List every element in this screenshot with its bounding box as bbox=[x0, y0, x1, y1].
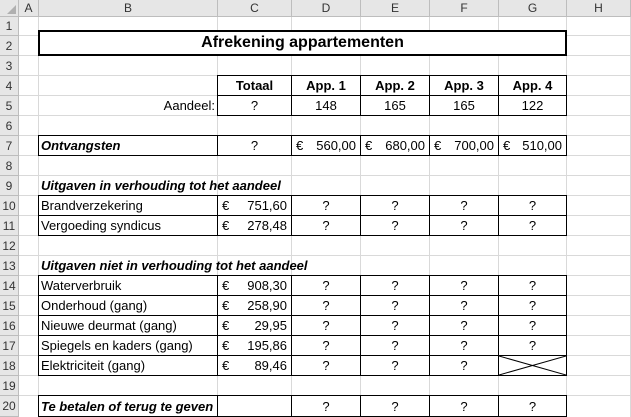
column-header-f[interactable]: F bbox=[430, 0, 499, 17]
row-header-5[interactable]: 5 bbox=[0, 96, 19, 116]
column-header-d[interactable]: D bbox=[292, 0, 361, 17]
row-header-17[interactable]: 17 bbox=[0, 336, 19, 356]
section2-item-app2[interactable]: ? bbox=[391, 338, 399, 353]
section2-item-app1[interactable]: ? bbox=[322, 318, 330, 333]
aandeel-app3[interactable]: 165 bbox=[453, 98, 475, 113]
section2-item-amount[interactable]: 908,30 bbox=[247, 278, 287, 293]
section1-item-app4[interactable]: ? bbox=[528, 198, 537, 213]
header-app3[interactable]: App. 3 bbox=[444, 78, 484, 93]
header-totaal[interactable]: Totaal bbox=[235, 78, 274, 93]
ontvangsten-app2-currency: € bbox=[365, 138, 373, 153]
total-label[interactable]: Te betalen of terug te geven bbox=[41, 399, 214, 414]
column-header-h[interactable]: H bbox=[567, 0, 631, 17]
section2-item-app3[interactable]: ? bbox=[460, 298, 468, 313]
column-header-a[interactable]: A bbox=[19, 0, 39, 17]
sheet-title[interactable]: Afrekening appartementen bbox=[201, 34, 404, 51]
section2-item-app2[interactable]: ? bbox=[391, 358, 399, 373]
section2-item-app2[interactable]: ? bbox=[391, 298, 399, 313]
aandeel-app4[interactable]: 122 bbox=[521, 98, 544, 113]
section1-item-amount[interactable]: 751,60 bbox=[247, 198, 287, 213]
ontvangsten-app1-currency: € bbox=[296, 138, 304, 153]
section2-item-amount[interactable]: 258,90 bbox=[247, 298, 287, 313]
section2-item-label[interactable]: Waterverbruik bbox=[41, 278, 122, 293]
total-app2[interactable]: ? bbox=[391, 399, 399, 414]
section2-item-currency: € bbox=[222, 338, 230, 353]
row-header-20[interactable]: 20 bbox=[0, 396, 19, 417]
section2-item-label[interactable]: Spiegels en kaders (gang) bbox=[41, 338, 193, 353]
header-app4[interactable]: App. 4 bbox=[512, 78, 553, 93]
row-header-1[interactable]: 1 bbox=[0, 17, 19, 36]
section2-item-app4[interactable]: ? bbox=[528, 318, 537, 333]
column-header-g[interactable]: G bbox=[499, 0, 567, 17]
section1-item-currency: € bbox=[222, 218, 230, 233]
ontvangsten-app4-currency: € bbox=[503, 138, 511, 153]
section2-item-label[interactable]: Onderhoud (gang) bbox=[41, 298, 148, 313]
section1-item-app4[interactable]: ? bbox=[528, 218, 537, 233]
section1-item-app3[interactable]: ? bbox=[460, 218, 468, 233]
section2-item-amount[interactable]: 29,95 bbox=[254, 318, 287, 333]
section2-item-currency: € bbox=[222, 318, 230, 333]
row-header-7[interactable]: 7 bbox=[0, 136, 19, 156]
section2-item-label[interactable]: Elektriciteit (gang) bbox=[41, 358, 146, 373]
row-header-11[interactable]: 11 bbox=[0, 216, 19, 236]
section2-item-app1[interactable]: ? bbox=[322, 298, 330, 313]
aandeel-label[interactable]: Aandeel: bbox=[163, 98, 215, 113]
row-header-10[interactable]: 10 bbox=[0, 196, 19, 216]
row-header-19[interactable]: 19 bbox=[0, 376, 19, 396]
section1-item-app3[interactable]: ? bbox=[460, 198, 468, 213]
total-app3[interactable]: ? bbox=[460, 399, 468, 414]
ontvangsten-app3[interactable]: 700,00 bbox=[454, 138, 494, 153]
row-header-15[interactable]: 15 bbox=[0, 296, 19, 316]
total-app4[interactable]: ? bbox=[528, 399, 537, 414]
section2-item-currency: € bbox=[222, 278, 230, 293]
row-header-9[interactable]: 9 bbox=[0, 176, 19, 196]
row-header-14[interactable]: 14 bbox=[0, 276, 19, 296]
aandeel-app1[interactable]: 148 bbox=[315, 98, 337, 113]
section2-item-app3[interactable]: ? bbox=[460, 338, 468, 353]
section2-item-app1[interactable]: ? bbox=[322, 278, 330, 293]
ontvangsten-app4[interactable]: 510,00 bbox=[522, 138, 562, 153]
column-header-c[interactable]: C bbox=[218, 0, 292, 17]
section2-item-amount[interactable]: 89,46 bbox=[254, 358, 287, 373]
section2-item-app4[interactable]: ? bbox=[528, 338, 537, 353]
section2-item-currency: € bbox=[222, 358, 230, 373]
ontvangsten-app1[interactable]: 560,00 bbox=[316, 138, 356, 153]
section1-item-app1[interactable]: ? bbox=[322, 198, 330, 213]
header-app2[interactable]: App. 2 bbox=[375, 78, 415, 93]
aandeel-totaal[interactable]: ? bbox=[250, 98, 259, 113]
section2-heading[interactable]: Uitgaven niet in verhouding tot het aandeel bbox=[41, 258, 308, 273]
row-header-12[interactable]: 12 bbox=[0, 236, 19, 256]
ontvangsten-app2[interactable]: 680,00 bbox=[385, 138, 425, 153]
section2-item-app4[interactable]: ? bbox=[528, 298, 537, 313]
crossed-out-cell-g18 bbox=[499, 356, 566, 375]
section2-item-app1[interactable]: ? bbox=[322, 358, 330, 373]
row-header-6[interactable]: 6 bbox=[0, 116, 19, 136]
section2-item-currency: € bbox=[222, 298, 230, 313]
ontvangsten-app3-currency: € bbox=[434, 138, 442, 153]
row-header-13[interactable]: 13 bbox=[0, 256, 19, 276]
section2-item-amount[interactable]: 195,86 bbox=[247, 338, 287, 353]
section2-item-app3[interactable]: ? bbox=[460, 278, 468, 293]
section2-item-app3[interactable]: ? bbox=[460, 358, 468, 373]
row-header-4[interactable]: 4 bbox=[0, 76, 19, 96]
aandeel-app2[interactable]: 165 bbox=[384, 98, 406, 113]
row-header-18[interactable]: 18 bbox=[0, 356, 19, 376]
section1-item-app2[interactable]: ? bbox=[391, 218, 399, 233]
row-header-3[interactable]: 3 bbox=[0, 56, 19, 76]
ontvangsten-label[interactable]: Ontvangsten bbox=[41, 138, 121, 153]
header-app1[interactable]: App. 1 bbox=[306, 78, 346, 93]
row-header-2[interactable]: 2 bbox=[0, 36, 19, 56]
section1-item-currency: € bbox=[222, 198, 230, 213]
column-header-b[interactable]: B bbox=[39, 0, 218, 17]
total-app1[interactable]: ? bbox=[322, 399, 330, 414]
column-header-e[interactable]: E bbox=[361, 0, 430, 17]
section2-item-app2[interactable]: ? bbox=[391, 278, 399, 293]
section2-item-label[interactable]: Nieuwe deurmat (gang) bbox=[41, 318, 177, 333]
select-all-corner[interactable] bbox=[0, 0, 19, 17]
row-header-8[interactable]: 8 bbox=[0, 156, 19, 176]
section1-item-label[interactable]: Brandverzekering bbox=[41, 198, 143, 213]
section1-heading[interactable]: Uitgaven in verhouding tot het aandeel bbox=[41, 178, 281, 193]
section2-item-app2[interactable]: ? bbox=[391, 318, 399, 333]
row-header-16[interactable]: 16 bbox=[0, 316, 19, 336]
section1-item-amount[interactable]: 278,48 bbox=[247, 218, 287, 233]
section1-item-app2[interactable]: ? bbox=[391, 198, 399, 213]
section2-item-app1[interactable]: ? bbox=[322, 338, 330, 353]
section2-item-app3[interactable]: ? bbox=[460, 318, 468, 333]
section1-item-app1[interactable]: ? bbox=[322, 218, 330, 233]
section1-item-label[interactable]: Vergoeding syndicus bbox=[41, 218, 161, 233]
ontvangsten-totaal[interactable]: ? bbox=[250, 138, 259, 153]
section2-item-app4[interactable]: ? bbox=[528, 278, 537, 293]
